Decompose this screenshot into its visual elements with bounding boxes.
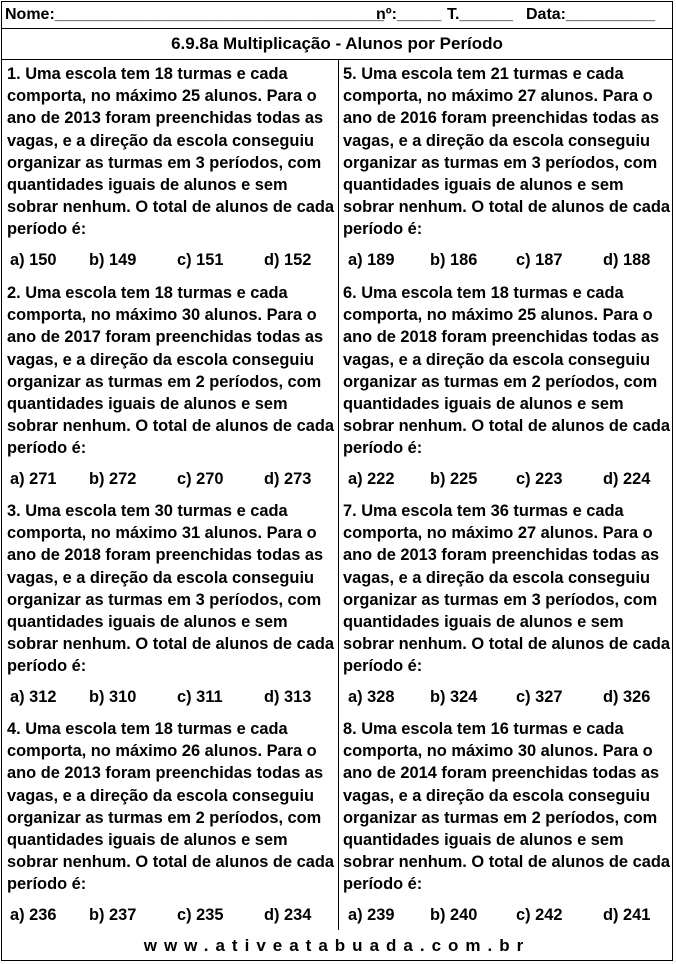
class-field[interactable]: T.______ [447,6,513,23]
question-7-options [339,685,672,709]
option-a[interactable]: a) 328 [348,688,395,706]
question-6: 6. Uma escola tem 18 turmas e cada comporta, no máximo 25 alunos. Para o ano de 2018 foram preenchidas todas as vagas, e a direção da escola conseguiu organizar as turmas em 2 períodos, com quantidades iguais de alunos e sem sobrar nenhum. O total de alunos de cada período é: [343,284,670,458]
question-8: 8. Uma escola tem 16 turmas e cada comporta, no máximo 30 alunos. Para o ano de 2014 foram preenchidas todas as vagas, e a direção da escola conseguiu organizar as turmas em 2 períodos, com quantidades iguais de alunos e sem sobrar nenhum. O total de alunos de cada período é: [343,720,670,894]
question-4: 4. Uma escola tem 18 turmas e cada comporta, no máximo 26 alunos. Para o ano de 2013 foram preenchidas todas as vagas, e a direção da escola conseguiu organizar as turmas em 2 períodos, com quantidades iguais de alunos e sem sobrar nenhum. O total de alunos de cada período é: [7,720,334,894]
website-footer: www.ativeatabuada.com.br [143,936,531,955]
option-b[interactable]: b) 324 [430,688,478,706]
option-c[interactable]: c) 235 [177,906,224,924]
option-a[interactable]: a) 271 [10,470,57,488]
option-d[interactable]: d) 241 [603,906,651,924]
column-divider [338,60,339,930]
option-b[interactable]: b) 225 [430,470,478,488]
question-6-options [339,467,672,491]
question-3: 3. Uma escola tem 30 turmas e cada comporta, no máximo 31 alunos. Para o ano de 2018 foram preenchidas todas as vagas, e a direção da escola conseguiu organizar as turmas em 3 períodos, com quantidades iguais de alunos e sem sobrar nenhum. O total de alunos de cada período é: [7,502,334,676]
name-field[interactable]: Nome:_____________________________________ [5,6,385,23]
option-b[interactable]: b) 272 [89,470,137,488]
option-b[interactable]: b) 240 [430,906,478,924]
page-title: 6.9.8a Multiplicação - Alunos por Período [2,29,672,60]
option-a[interactable]: a) 150 [10,251,57,269]
option-d[interactable]: d) 326 [603,688,651,706]
option-b[interactable]: b) 149 [89,251,137,269]
question-7: 7. Uma escola tem 36 turmas e cada comporta, no máximo 27 alunos. Para o ano de 2013 foram preenchidas todas as vagas, e a direção da escola conseguiu organizar as turmas em 3 períodos, com quantidades iguais de alunos e sem sobrar nenhum. O total de alunos de cada período é: [343,502,670,676]
option-c[interactable]: c) 311 [177,688,223,706]
option-c[interactable]: c) 151 [177,251,224,269]
worksheet [1,1,673,961]
option-a[interactable]: a) 222 [348,470,395,488]
option-d[interactable]: d) 152 [264,251,312,269]
question-3-options [2,685,338,709]
question-8-options [339,903,672,927]
date-field[interactable]: Data:__________ [526,6,655,23]
question-5-options [339,248,672,272]
option-d[interactable]: d) 313 [264,688,312,706]
option-c[interactable]: c) 242 [516,906,563,924]
question-5: 5. Uma escola tem 21 turmas e cada comporta, no máximo 27 alunos. Para o ano de 2016 foram preenchidas todas as vagas, e a direção da escola conseguiu organizar as turmas em 3 períodos, com quantidades iguais de alunos e sem sobrar nenhum. O total de alunos de cada período é: [343,65,670,239]
option-c[interactable]: c) 327 [516,688,563,706]
question-1-options [2,248,338,272]
number-field[interactable]: nº:_____ [376,6,442,23]
student-info-header [2,2,672,29]
option-a[interactable]: a) 239 [348,906,395,924]
option-d[interactable]: d) 273 [264,470,312,488]
option-c[interactable]: c) 270 [177,470,224,488]
option-d[interactable]: d) 188 [603,251,651,269]
option-d[interactable]: d) 224 [603,470,651,488]
option-d[interactable]: d) 234 [264,906,312,924]
option-a[interactable]: a) 236 [10,906,57,924]
question-2: 2. Uma escola tem 18 turmas e cada comporta, no máximo 30 alunos. Para o ano de 2017 foram preenchidas todas as vagas, e a direção da escola conseguiu organizar as turmas em 2 períodos, com quantidades iguais de alunos e sem sobrar nenhum. O total de alunos de cada período é: [7,284,334,458]
question-4-options [2,903,338,927]
option-a[interactable]: a) 312 [10,688,57,706]
option-b[interactable]: b) 237 [89,906,137,924]
option-a[interactable]: a) 189 [348,251,395,269]
option-c[interactable]: c) 187 [516,251,563,269]
question-1: 1. Uma escola tem 18 turmas e cada comporta, no máximo 25 alunos. Para o ano de 2013 foram preenchidas todas as vagas, e a direção da escola conseguiu organizar as turmas em 3 períodos, com quantidades iguais de alunos e sem sobrar nenhum. O total de alunos de cada período é: [7,65,334,239]
question-2-options [2,467,338,491]
option-b[interactable]: b) 186 [430,251,478,269]
option-b[interactable]: b) 310 [89,688,137,706]
option-c[interactable]: c) 223 [516,470,563,488]
